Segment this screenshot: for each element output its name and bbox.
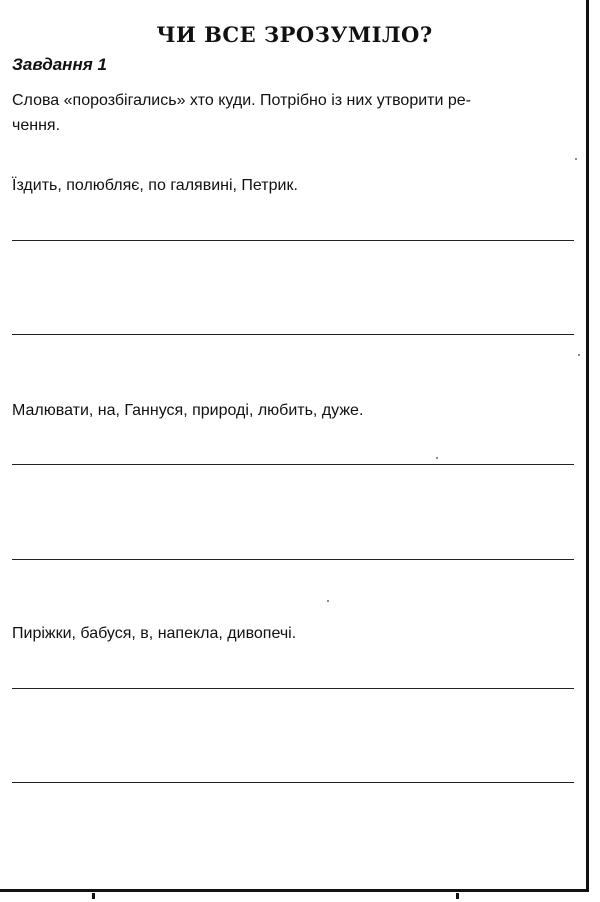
exercise-prompt-2: Малювати, на, Ганнуся, природі, любить, дуже.: [12, 402, 364, 419]
scan-speck: [575, 158, 577, 160]
scan-speck: [578, 354, 580, 356]
answer-line-2b[interactable]: [12, 559, 574, 560]
answer-line-3b[interactable]: [12, 782, 574, 783]
exercise-prompt-1: Їздить, полюбляє, по галявині, Петрик.: [12, 177, 298, 194]
print-mark: [456, 893, 459, 899]
answer-line-2a[interactable]: [12, 464, 574, 465]
task-instruction: [12, 88, 578, 138]
instruction-line-2: чення.: [12, 117, 61, 134]
answer-line-3a[interactable]: [12, 688, 574, 689]
task-heading: Завдання 1: [12, 55, 107, 74]
instruction-line-1: Слова «порозбігались» хто куди. Потрібно із них утворити ре-: [12, 92, 471, 109]
print-mark: [92, 893, 95, 899]
exercise-prompt-3: Пиріжки, бабуся, в, напекла, дивопечі.: [12, 625, 297, 642]
answer-line-1a[interactable]: [12, 240, 574, 241]
page-title: ЧИ ВСЕ ЗРОЗУМІЛО?: [156, 22, 433, 47]
answer-line-1b[interactable]: [12, 334, 574, 335]
scan-speck: [327, 600, 329, 602]
scan-speck: [436, 457, 438, 459]
